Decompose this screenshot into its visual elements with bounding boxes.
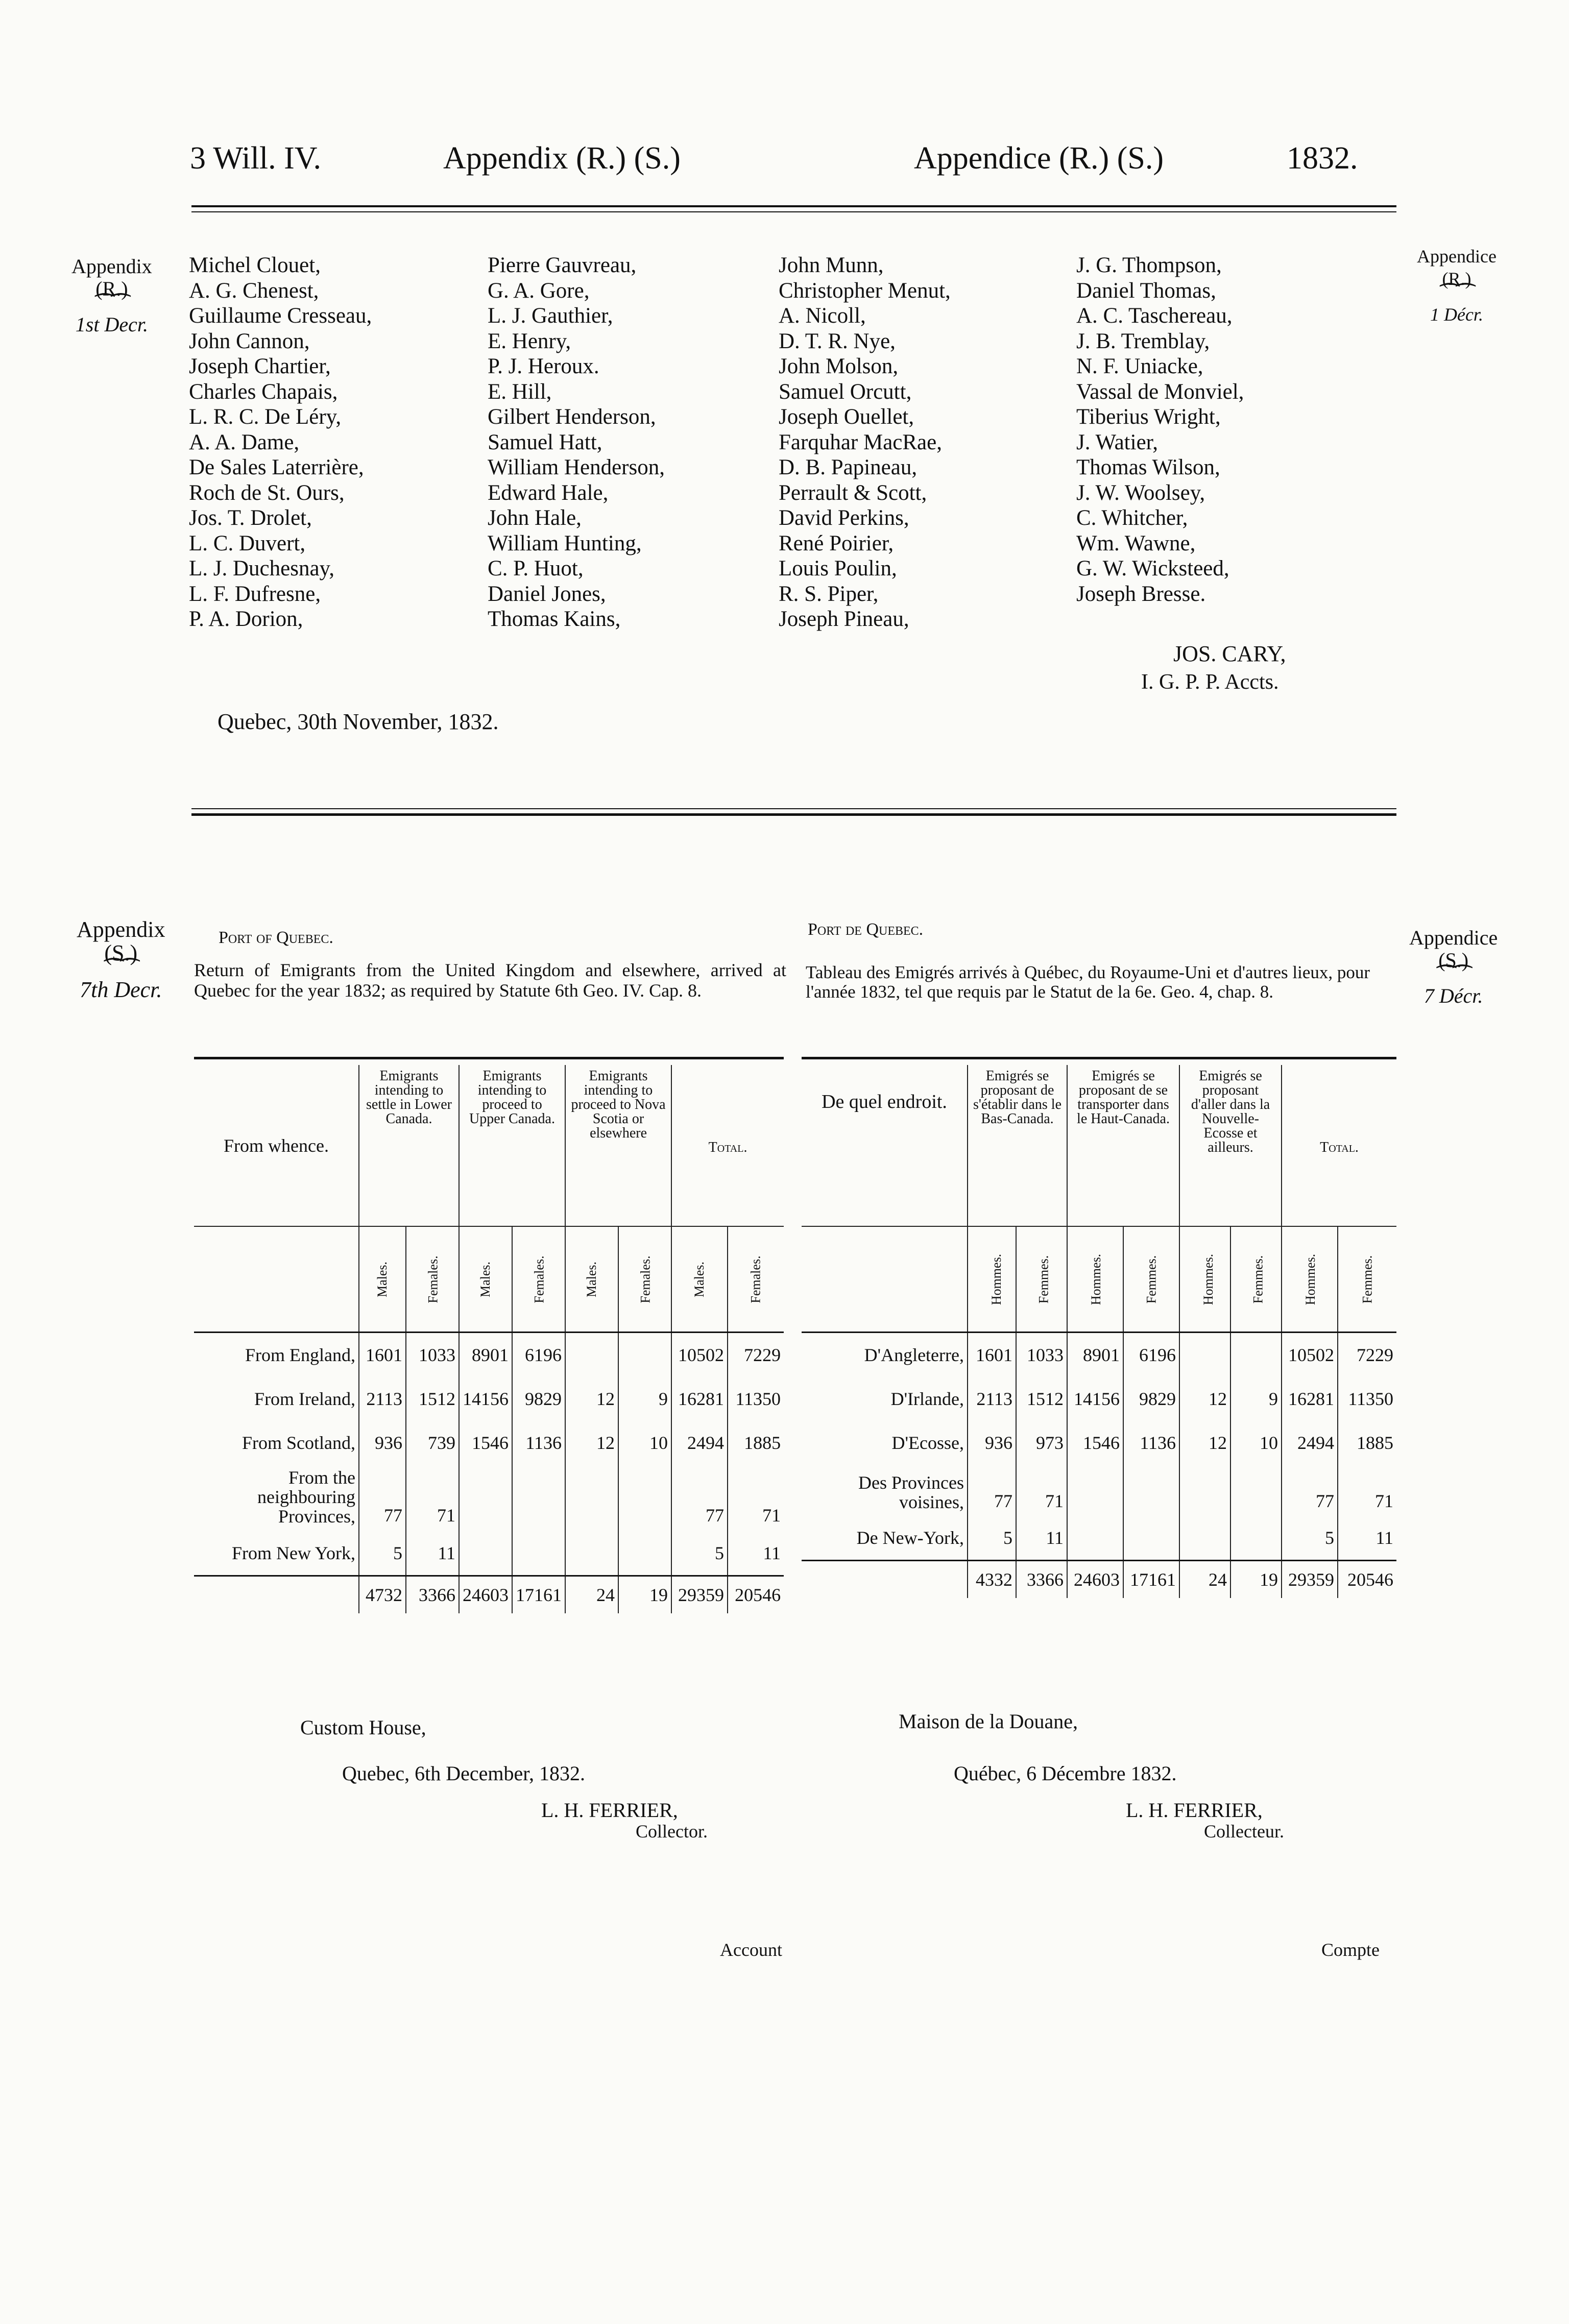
males-label: Males. — [692, 1261, 707, 1297]
cell: 7229 — [1338, 1333, 1396, 1377]
catchword-en: Account — [720, 1940, 782, 1960]
cell: 9 — [1230, 1377, 1282, 1421]
cell: 5 — [968, 1516, 1016, 1561]
cell — [459, 1465, 512, 1531]
brace-icon: ⁀⁀ — [95, 294, 128, 319]
name-entry: A. Nicoll, — [779, 304, 866, 328]
brace-icon: ⁀⁀ — [105, 959, 137, 984]
cell — [618, 1333, 671, 1377]
name-entry: A. C. Taschereau, — [1076, 304, 1233, 328]
total-cell: 17161 — [512, 1576, 565, 1614]
row-label: From the neighbouring Provinces, — [257, 1467, 355, 1527]
signer-fr: L. H. FERRIER, — [1126, 1799, 1263, 1822]
cell: 2494 — [671, 1421, 728, 1465]
cell: 973 — [1016, 1421, 1067, 1465]
brace-icon: ⁀⁀ — [1437, 965, 1469, 990]
name-entry: Samuel Hatt, — [488, 430, 602, 454]
cell: 1885 — [728, 1421, 784, 1465]
cell — [1179, 1333, 1230, 1377]
table-row — [802, 1333, 1396, 1377]
total-cell: 29359 — [1282, 1561, 1338, 1599]
table-row — [802, 1377, 1396, 1421]
appendix-r-margin-left — [71, 255, 152, 336]
name-entry: N. F. Uniacke, — [1076, 354, 1203, 378]
females-label: Females. — [425, 1255, 441, 1303]
table-row — [194, 1377, 784, 1421]
cell: 1601 — [359, 1333, 406, 1377]
row-label: D'Ecosse, — [891, 1433, 964, 1453]
cell: 8901 — [459, 1333, 512, 1377]
header-volume: 3 Will. IV. — [190, 141, 322, 176]
margin-label: Appendice — [1417, 246, 1496, 267]
table-row — [802, 1465, 1396, 1516]
name-entry: Wm. Wawne, — [1076, 531, 1196, 555]
total-cell: 4332 — [968, 1561, 1016, 1599]
cell: 5 — [1282, 1516, 1338, 1561]
males-label: Males. — [584, 1261, 599, 1297]
return-title-en: Return of Emigrants from the United Kingdom and elsewhere, arrived at Quebec for the year 1832; as required by Statute 6th Geo. IV. Cap. 8. — [194, 960, 786, 1001]
cell: 2113 — [968, 1377, 1016, 1421]
name-entry: J. B. Tremblay, — [1076, 329, 1210, 353]
name-entry: D. B. Papineau, — [779, 455, 918, 479]
sub-header-femmes — [1016, 1226, 1067, 1333]
name-entry: L. F. Dufresne, — [189, 582, 321, 606]
col-group-nouvelle-ecosse: Emigrés se proposant d'aller dans la Nouvelle-Ecosse et ailleurs. — [1179, 1065, 1282, 1226]
port-heading-en: Port of Quebec. — [219, 928, 333, 947]
males-label: Males. — [478, 1261, 493, 1297]
cell — [1230, 1516, 1282, 1561]
sub-header-females — [618, 1226, 671, 1333]
row-label: D'Irlande, — [890, 1389, 964, 1409]
cary-signature-title: I. G. P. P. Accts. — [1141, 670, 1279, 694]
cell: 10502 — [1282, 1333, 1338, 1377]
name-entry: Joseph Chartier, — [189, 354, 331, 378]
name-entry: A. G. Chenest, — [189, 278, 319, 303]
name-entry: Guillaume Cresseau, — [189, 304, 372, 328]
return-title-fr: Tableau des Emigrés arrivés à Québec, du Royaume-Uni et d'autres lieux, pour l'année 1832, tel que requis par le Statut de la 6e. Geo. 4, chap. 8. — [806, 962, 1370, 1002]
cell: 1601 — [968, 1333, 1016, 1377]
signer-title-en: Collector. — [636, 1821, 708, 1842]
date-en: Quebec, 6th December, 1832. — [342, 1762, 585, 1785]
margin-label: Appendix — [71, 255, 152, 278]
total-cell: 24603 — [459, 1576, 512, 1614]
cell — [1123, 1465, 1179, 1516]
margin-date: 1 Décr. — [1430, 304, 1483, 325]
cell: 16281 — [1282, 1377, 1338, 1421]
sub-header-hommes — [1067, 1226, 1123, 1333]
table-row — [194, 1333, 784, 1377]
cell: 77 — [1282, 1465, 1338, 1516]
name-entry: A. A. Dame, — [189, 430, 300, 454]
signer-title-fr: Collecteur. — [1204, 1821, 1284, 1842]
cell: 10 — [1230, 1421, 1282, 1465]
cell: 936 — [359, 1421, 406, 1465]
cell: 1546 — [459, 1421, 512, 1465]
cell: 5 — [671, 1531, 728, 1576]
col-group-bas-canada: Emigrés se proposant de s'établir dans le Bas-Canada. — [968, 1065, 1067, 1226]
emigrant-table-fr — [802, 1065, 1396, 1598]
cell: 77 — [671, 1465, 728, 1531]
totals-label-blank — [802, 1561, 968, 1599]
total-cell: 19 — [618, 1576, 671, 1614]
col-group-lower-canada: Emigrants intending to settle in Lower Canada. — [359, 1065, 459, 1226]
total-cell: 29359 — [671, 1576, 728, 1614]
cell: 12 — [1179, 1421, 1230, 1465]
row-label: From England, — [245, 1345, 355, 1365]
sub-header-hommes — [968, 1226, 1016, 1333]
names-column-2 — [488, 253, 665, 632]
cell: 10 — [618, 1421, 671, 1465]
col-header-from: De quel endroit. — [822, 1091, 947, 1112]
port-heading-fr: Port de Quebec. — [808, 920, 924, 939]
name-entry: C. Whitcher, — [1076, 506, 1188, 530]
cell: 1033 — [406, 1333, 459, 1377]
cell: 6196 — [1123, 1333, 1179, 1377]
sub-header-hommes — [1282, 1226, 1338, 1333]
col-group-upper-canada: Emigrants intending to proceed to Upper Canada. — [459, 1065, 565, 1226]
names-column-1 — [189, 253, 372, 632]
table-row — [194, 1531, 784, 1576]
cell: 1546 — [1067, 1421, 1123, 1465]
table-row — [802, 1421, 1396, 1465]
name-entry: L. R. C. De Léry, — [189, 405, 342, 429]
table-en-top-rule — [194, 1057, 784, 1059]
margin-letter: (S.) — [104, 940, 138, 965]
cell — [459, 1531, 512, 1576]
cell: 9829 — [1123, 1377, 1179, 1421]
date-fr: Québec, 6 Décembre 1832. — [954, 1762, 1177, 1785]
name-entry: E. Hill, — [488, 379, 552, 404]
cell — [1179, 1465, 1230, 1516]
females-label: Females. — [748, 1255, 763, 1303]
cell: 77 — [968, 1465, 1016, 1516]
males-label: Males. — [374, 1261, 390, 1297]
name-entry: René Poirier, — [779, 531, 894, 555]
name-entry: G. A. Gore, — [488, 278, 590, 303]
margin-date: 7th Decr. — [80, 977, 162, 1002]
cell — [1230, 1333, 1282, 1377]
cell: 16281 — [671, 1377, 728, 1421]
name-entry: Michel Clouet, — [189, 253, 321, 277]
margin-letter: (R.) — [95, 277, 128, 300]
cell: 1512 — [1016, 1377, 1067, 1421]
name-entry: Christopher Menut, — [779, 278, 951, 303]
name-entry: P. J. Heroux. — [488, 354, 599, 378]
margin-label: Appendice — [1409, 926, 1498, 949]
cell: 2494 — [1282, 1421, 1338, 1465]
total-cell: 20546 — [728, 1576, 784, 1614]
col-group-total: Total. — [671, 1065, 784, 1226]
sub-header-blank — [802, 1226, 968, 1333]
name-entry: C. P. Huot, — [488, 556, 584, 580]
table-row — [194, 1465, 784, 1531]
name-entry: G. W. Wicksteed, — [1076, 556, 1229, 580]
header-rule-thick — [191, 205, 1396, 207]
total-cell: 24603 — [1067, 1561, 1123, 1599]
cell: 11350 — [728, 1377, 784, 1421]
name-entry: Daniel Thomas, — [1076, 278, 1216, 303]
hommes-label: Hommes. — [989, 1253, 1004, 1305]
name-entry: Daniel Jones, — [488, 582, 606, 606]
name-entry: Joseph Ouellet, — [779, 405, 914, 429]
name-entry: L. J. Duchesnay, — [189, 556, 335, 580]
total-cell: 24 — [565, 1576, 618, 1614]
hommes-label: Hommes. — [1089, 1253, 1104, 1305]
appendix-s-margin-right — [1409, 927, 1498, 1007]
name-entry: William Hunting, — [488, 531, 642, 555]
header-rule-thin — [191, 211, 1396, 212]
appendix-s-margin-left — [77, 918, 165, 1002]
row-label: De New-York, — [856, 1528, 964, 1548]
margin-letter: (R.) — [1442, 269, 1471, 289]
sub-header-females — [512, 1226, 565, 1333]
name-entry: John Molson, — [779, 354, 899, 378]
cell — [1179, 1516, 1230, 1561]
header-year: 1832. — [1287, 141, 1358, 176]
name-entry: Edward Hale, — [488, 480, 609, 505]
section-rule-thick — [191, 813, 1396, 816]
cell: 71 — [1016, 1465, 1067, 1516]
sub-header-females — [406, 1226, 459, 1333]
sub-header-males — [671, 1226, 728, 1333]
total-cell: 19 — [1230, 1561, 1282, 1599]
margin-date: 1st Decr. — [75, 313, 148, 336]
hommes-label: Hommes. — [1201, 1253, 1216, 1305]
catchword-fr: Compte — [1321, 1940, 1380, 1960]
cell: 11 — [1016, 1516, 1067, 1561]
cell: 11350 — [1338, 1377, 1396, 1421]
femmes-label: Femmes. — [1360, 1255, 1375, 1303]
header-appendix-fr: Appendice (R.) (S.) — [914, 141, 1164, 176]
sub-header-blank — [194, 1226, 359, 1333]
total-cell: 3366 — [1016, 1561, 1067, 1599]
sub-header-femmes — [1230, 1226, 1282, 1333]
name-entry: J. G. Thompson, — [1076, 253, 1222, 277]
cell: 9 — [618, 1377, 671, 1421]
name-entry: Tiberius Wright, — [1076, 405, 1221, 429]
females-label: Females. — [532, 1255, 547, 1303]
name-entry: Samuel Orcutt, — [779, 379, 912, 404]
hommes-label: Hommes. — [1303, 1253, 1318, 1305]
name-entry: Farquhar MacRae, — [779, 430, 942, 454]
cell: 8901 — [1067, 1333, 1123, 1377]
cell — [565, 1333, 618, 1377]
col-header-from: From whence. — [224, 1135, 329, 1156]
cell: 71 — [1338, 1465, 1396, 1516]
custom-house-fr: Maison de la Douane, — [899, 1710, 1078, 1733]
cell — [1123, 1516, 1179, 1561]
sub-header-males — [359, 1226, 406, 1333]
cell: 9829 — [512, 1377, 565, 1421]
name-entry: Vassal de Monviel, — [1076, 379, 1244, 404]
cell — [565, 1531, 618, 1576]
cell — [512, 1531, 565, 1576]
cell: 14156 — [459, 1377, 512, 1421]
cell: 1033 — [1016, 1333, 1067, 1377]
cell: 2113 — [359, 1377, 406, 1421]
cell — [618, 1531, 671, 1576]
row-label: From Ireland, — [254, 1389, 355, 1409]
total-cell: 17161 — [1123, 1561, 1179, 1599]
sub-header-femmes — [1123, 1226, 1179, 1333]
row-label: From New York, — [231, 1543, 355, 1563]
header-appendix-en: Appendix (R.) (S.) — [443, 141, 681, 176]
name-entry: D. T. R. Nye, — [779, 329, 896, 353]
cell: 6196 — [512, 1333, 565, 1377]
margin-date: 7 Décr. — [1423, 984, 1483, 1007]
name-entry: P. A. Dorion, — [189, 607, 303, 631]
total-cell: 24 — [1179, 1561, 1230, 1599]
cell: 1136 — [1123, 1421, 1179, 1465]
cell — [618, 1465, 671, 1531]
appendix-r-place-date: Quebec, 30th November, 1832. — [218, 709, 499, 734]
total-cell: 20546 — [1338, 1561, 1396, 1599]
femmes-label: Femmes. — [1144, 1255, 1159, 1303]
name-entry: Thomas Wilson, — [1076, 455, 1220, 479]
sub-header-femmes — [1338, 1226, 1396, 1333]
appendix-r-margin-right — [1417, 245, 1496, 326]
cell: 11 — [1338, 1516, 1396, 1561]
section-rule-thin — [191, 808, 1396, 809]
name-entry: Jos. T. Drolet, — [189, 506, 312, 530]
cell: 71 — [406, 1465, 459, 1531]
cell: 11 — [728, 1531, 784, 1576]
totals-label-blank — [194, 1576, 359, 1614]
cell: 12 — [1179, 1377, 1230, 1421]
name-entry: J. Watier, — [1076, 430, 1158, 454]
col-group-haut-canada: Emigrés se proposant de se transporter dans le Haut-Canada. — [1067, 1065, 1179, 1226]
name-entry: J. W. Woolsey, — [1076, 480, 1205, 505]
cary-signature-name: JOS. CARY, — [1173, 641, 1286, 666]
name-entry: Louis Poulin, — [779, 556, 897, 580]
name-entry: Perrault & Scott, — [779, 480, 927, 505]
signer-en: L. H. FERRIER, — [541, 1799, 678, 1822]
name-entry: David Perkins, — [779, 506, 909, 530]
femmes-label: Femmes. — [1036, 1255, 1051, 1303]
cell — [1067, 1516, 1123, 1561]
totals-row — [194, 1576, 784, 1614]
margin-label: Appendix — [77, 917, 165, 942]
females-label: Females. — [638, 1255, 653, 1303]
cell: 12 — [565, 1421, 618, 1465]
row-label: From Scotland, — [242, 1433, 355, 1453]
cell: 12 — [565, 1377, 618, 1421]
name-entry: John Hale, — [488, 506, 582, 530]
name-entry: Gilbert Henderson, — [488, 405, 656, 429]
name-entry: Joseph Pineau, — [779, 607, 909, 631]
cell: 10502 — [671, 1333, 728, 1377]
cell: 936 — [968, 1421, 1016, 1465]
cell: 11 — [406, 1531, 459, 1576]
cell: 1512 — [406, 1377, 459, 1421]
name-entry: Charles Chapais, — [189, 379, 338, 404]
cell: 7229 — [728, 1333, 784, 1377]
cell — [1067, 1465, 1123, 1516]
margin-letter: (S.) — [1438, 949, 1469, 972]
name-entry: L. C. Duvert, — [189, 531, 306, 555]
cell: 1885 — [1338, 1421, 1396, 1465]
cell: 5 — [359, 1531, 406, 1576]
brace-icon: ⁀⁀ — [1440, 284, 1473, 309]
cell — [565, 1465, 618, 1531]
femmes-label: Femmes. — [1250, 1255, 1266, 1303]
sub-header-males — [565, 1226, 618, 1333]
col-group-nova-scotia: Emigrants intending to proceed to Nova Scotia or elsewhere — [565, 1065, 671, 1226]
sub-header-females — [728, 1226, 784, 1333]
table-row — [802, 1516, 1396, 1561]
cell: 71 — [728, 1465, 784, 1531]
name-entry: R. S. Piper, — [779, 582, 879, 606]
cell: 739 — [406, 1421, 459, 1465]
sub-header-males — [459, 1226, 512, 1333]
names-column-4 — [1076, 253, 1244, 607]
name-entry: Roch de St. Ours, — [189, 480, 345, 505]
cell: 14156 — [1067, 1377, 1123, 1421]
custom-house-en: Custom House, — [300, 1716, 426, 1739]
name-entry: Thomas Kains, — [488, 607, 621, 631]
name-entry: E. Henry, — [488, 329, 571, 353]
emigrant-table-en — [194, 1065, 784, 1613]
table-row — [194, 1421, 784, 1465]
row-label: D'Angleterre, — [864, 1345, 964, 1365]
name-entry: William Henderson, — [488, 455, 665, 479]
cell: 1136 — [512, 1421, 565, 1465]
name-entry: L. J. Gauthier, — [488, 304, 613, 328]
cell — [1230, 1465, 1282, 1516]
sub-header-hommes — [1179, 1226, 1230, 1333]
names-column-3 — [779, 253, 951, 632]
table-fr-top-rule — [802, 1057, 1396, 1059]
name-entry: Joseph Bresse. — [1076, 582, 1206, 606]
cell — [512, 1465, 565, 1531]
name-entry: De Sales Laterrière, — [189, 455, 364, 479]
row-label: Des Provinces voisines, — [858, 1472, 964, 1512]
total-cell: 4732 — [359, 1576, 406, 1614]
totals-row — [802, 1561, 1396, 1599]
name-entry: John Cannon, — [189, 329, 310, 353]
cell: 77 — [359, 1465, 406, 1531]
total-cell: 3366 — [406, 1576, 459, 1614]
name-entry: Pierre Gauvreau, — [488, 253, 637, 277]
name-entry: John Munn, — [779, 253, 884, 277]
col-group-total: Total. — [1282, 1065, 1396, 1226]
